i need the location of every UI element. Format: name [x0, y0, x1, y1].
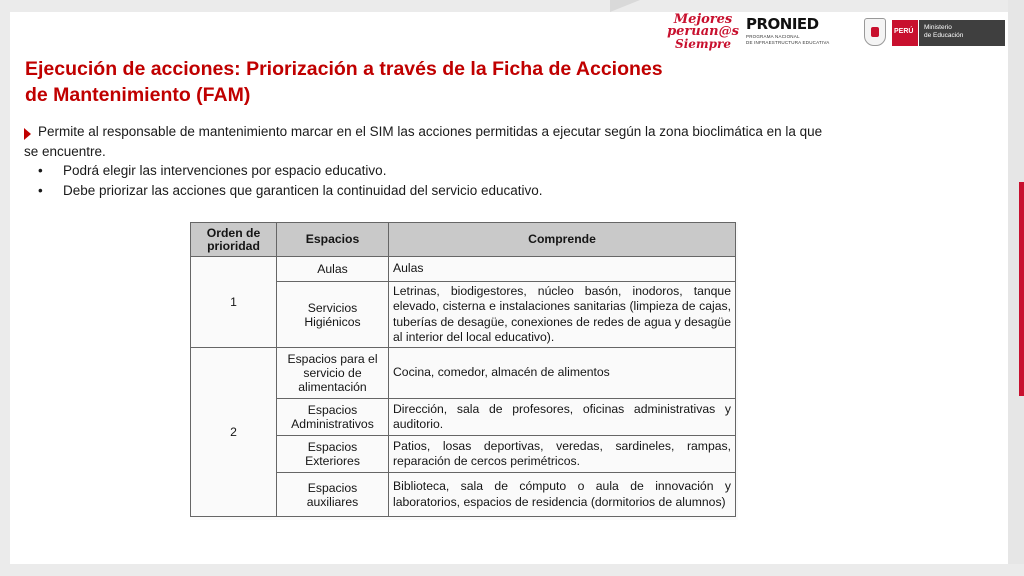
comprende-cell: Aulas [389, 257, 736, 282]
comprende-cell: Cocina, comedor, almacén de alimentos [389, 348, 736, 399]
espacio-cell: Espacios Exteriores [277, 436, 389, 473]
slide-title: Ejecución de acciones: Priorización a través de la Ficha de Acciones de Mantenimiento (FAM) [25, 58, 663, 106]
espacio-cell: Espacios para el servicio de alimentación [277, 348, 389, 399]
comprende-cell: Letrinas, biodigestores, núcleo basón, inodoros, tanque elevado, cisterna e instalaciones sanitarias (limpieza de cajas, tuberías de desagüe, conexiones de redes de agua y desagüe al interior del local educativo). [389, 282, 736, 348]
espacio-cell: Servicios Higiénicos [277, 282, 389, 348]
table-header-row [191, 223, 736, 257]
frame-left [0, 0, 10, 576]
table-row [191, 348, 736, 399]
table-row [191, 257, 736, 282]
priority-cell: 1 [191, 257, 277, 348]
espacio-cell: Espacios auxiliares [277, 473, 389, 517]
bullet-dot-icon: • [38, 163, 43, 178]
fam-table-image [190, 222, 738, 520]
comprende-cell: Dirección, sala de profesores, oficinas administrativas y auditorio. [389, 399, 736, 436]
comprende-cell: Patios, losas deportivas, veredas, sardineles, rampas, reparación de cercos perimétricos. [389, 436, 736, 473]
pronied-logo: PRONIED PROGRAMA NACIONAL DE INFRAESTRUCTURA EDUCATIVA [746, 15, 830, 45]
priority-table [190, 222, 736, 517]
accent-stripe [1019, 182, 1024, 396]
header-comprende: Comprende [389, 223, 736, 257]
header-logos [666, 12, 1008, 58]
mejores-peruanos-logo: Mejores peruan@s Siempre [667, 12, 739, 51]
slide-content [24, 122, 954, 200]
header-espacios: Espacios [277, 223, 389, 257]
priority-cell: 2 [191, 348, 277, 517]
frame-bottom [0, 564, 1024, 576]
frame-corner-shade [610, 0, 640, 12]
sub-bullet-item: • Podrá elegir las intervenciones por espacio educativo. [24, 161, 954, 181]
sub-bullet-item: • Debe priorizar las acciones que garanticen la continuidad del servicio educativo. [24, 181, 954, 201]
peru-badge: PERÚ [892, 20, 918, 46]
national-seal-icon [864, 18, 886, 46]
comprende-cell: Biblioteca, sala de cómputo o aula de innovación y laboratorios, espacios de residencia (dormitorios de alumnos) [389, 473, 736, 517]
espacio-cell: Aulas [277, 257, 389, 282]
arrow-bullet-icon [24, 128, 31, 140]
bullet-dot-icon: • [38, 182, 43, 198]
main-bullet: Permite al responsable de mantenimiento marcar en el SIM las acciones permitidas a ejecutar según la zona bioclimática en la que se encuentre. [24, 124, 823, 159]
header-priority: Orden de prioridad [191, 223, 277, 257]
frame-top [0, 0, 1024, 12]
espacio-cell: Espacios Administrativos [277, 399, 389, 436]
ministry-badge: Ministerio de Educación [919, 20, 1005, 46]
